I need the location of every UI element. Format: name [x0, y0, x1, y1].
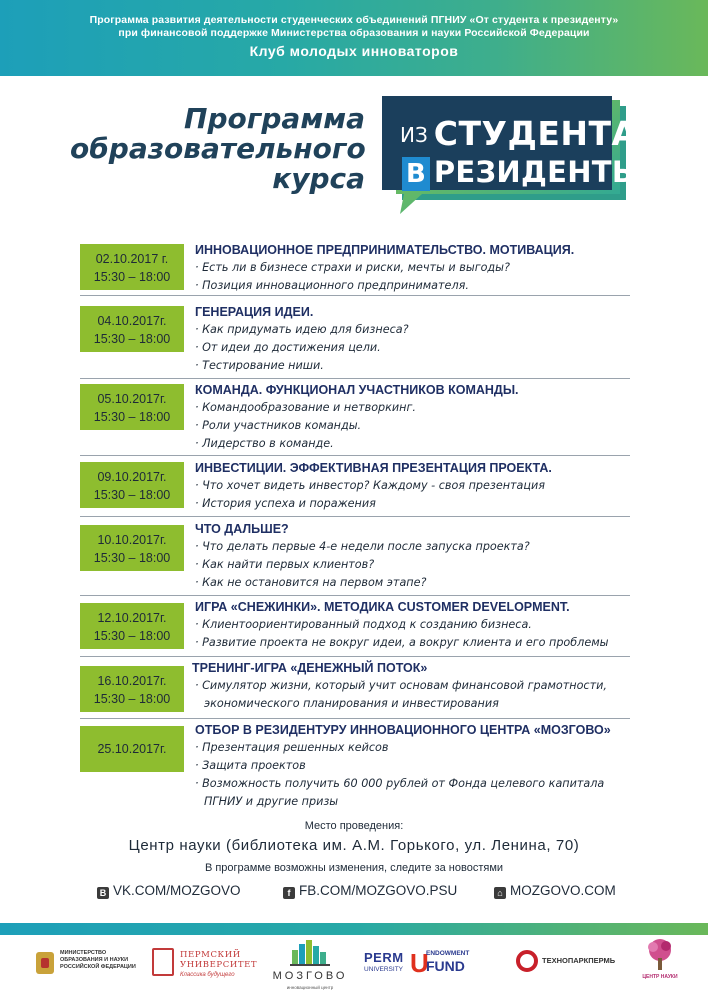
vk-link-text: VK.COM/MOZGOVO [113, 883, 241, 898]
session-item: · История успеха и поражения [195, 497, 376, 510]
divider [80, 295, 630, 296]
mozgovo-name: МОЗГОВО [272, 970, 348, 982]
session-time: 15:30 – 18:00 [93, 692, 171, 706]
date-box [80, 525, 184, 571]
session-item: экономического планирования и инвестирования [204, 697, 499, 710]
session-item: · Командообразование и нетворкинг. [195, 401, 416, 414]
date-box [80, 666, 184, 712]
date-box [80, 306, 184, 352]
date-box [80, 244, 184, 290]
divider [80, 455, 630, 456]
session-item: · Лидерство в команде. [195, 437, 334, 450]
session-item: · Развитие проекта не вокруг идеи, а вокруг клиента и его проблемы [195, 636, 609, 649]
program-line-2: при финансовой поддержке Министерства образования и науки Российской Федерации [118, 27, 590, 39]
session-item: · Презентация решенных кейсов [195, 741, 389, 754]
venue-label: Место проведения: [304, 820, 404, 832]
university-text: UNIVERSITY [364, 966, 404, 973]
session-item: · Возможность получить 60 000 рублей от Фонда целевого капитала [195, 777, 605, 790]
session-date: 16.10.2017г. [97, 674, 167, 688]
u-letter: U [410, 948, 429, 978]
perm-text: PERM [364, 950, 404, 965]
date-box [80, 462, 184, 508]
website-link[interactable] [494, 883, 616, 899]
divider [80, 718, 630, 719]
session-date: 04.10.2017г. [97, 314, 167, 328]
date-box [80, 603, 184, 649]
fund-text: FUND [426, 958, 465, 974]
logo-v: В [402, 157, 430, 191]
coat-of-arms-icon [36, 952, 54, 974]
session-date: 25.10.2017г. [97, 742, 167, 756]
session-time: 15:30 – 18:00 [93, 629, 171, 643]
home-icon: ⌂ [494, 887, 506, 899]
social-links [0, 883, 708, 903]
divider [80, 378, 630, 379]
date-box [80, 726, 184, 772]
session-item: · Как найти первых клиентов? [195, 558, 375, 571]
psu-emblem-icon [152, 948, 174, 976]
session-date: 05.10.2017г. [97, 392, 167, 406]
top-banner [0, 0, 708, 76]
divider [80, 656, 630, 657]
program-line-1: Программа развития деятельности студенческих объединений ПГНИУ «От студента к президенту» [89, 14, 619, 26]
website-link-text: MOZGOVO.COM [510, 883, 616, 898]
course-title-line-3: курса [272, 162, 365, 195]
facebook-link-text: FB.COM/MOZGOVO.PSU [299, 883, 458, 898]
facebook-link[interactable] [283, 883, 457, 899]
session-item: · Клиентоориентированный подход к созданию бизнеса. [195, 618, 532, 631]
session-title: ЧТО ДАЛЬШЕ? [195, 522, 289, 536]
session-item: · Как не остановится на первом этапе? [195, 576, 427, 589]
divider [80, 516, 630, 517]
venue-place: Центр науки (библиотека им. А.М. Горького, ул. Ленина, 70) [128, 837, 580, 854]
session-item: · Как придумать идею для бизнеса? [195, 323, 409, 336]
changes-notice: В программе возможны изменения, следите за новостями [204, 862, 504, 874]
mozgovo-graphic-icon [288, 938, 332, 968]
bottom-band [0, 923, 708, 935]
psu-name-line: ПЕРМСКИЙ [180, 950, 241, 960]
science-center-logo [640, 938, 680, 998]
session-item: · Роли участников команды. [195, 419, 362, 432]
session-time: 15:30 – 18:00 [93, 270, 171, 284]
session-title: ТРЕНИНГ-ИГРА «ДЕНЕЖНЫЙ ПОТОК» [192, 661, 428, 675]
vk-icon: B [97, 887, 109, 899]
session-item: · Защита проектов [195, 759, 306, 772]
facebook-icon: f [283, 887, 295, 899]
mozgovo-logo [268, 938, 352, 998]
session-time: 15:30 – 18:00 [93, 551, 171, 565]
from-student-to-resident-logo [382, 96, 643, 214]
tree-icon [644, 938, 676, 972]
session-date: 10.10.2017г. [97, 533, 167, 547]
session-title: ГЕНЕРАЦИЯ ИДЕИ. [195, 305, 314, 319]
technopark-text: ТЕХНОПАРКПЕРМЬ [542, 956, 616, 965]
ministry-line: РОССИЙСКОЙ ФЕДЕРАЦИИ [60, 964, 136, 970]
session-item: · Тестирование ниши. [195, 359, 324, 372]
session-title: ИНВЕСТИЦИИ. ЭФФЕКТИВНАЯ ПРЕЗЕНТАЦИЯ ПРОЕКТА. [195, 461, 552, 475]
ministry-line: МИНИСТЕРСТВО [60, 950, 107, 956]
session-title: КОМАНДА. ФУНКЦИОНАЛ УЧАСТНИКОВ КОМАНДЫ. [195, 383, 519, 397]
session-title: ИННОВАЦИОННОЕ ПРЕДПРИНИМАТЕЛЬСТВО. МОТИВАЦИЯ. [195, 243, 575, 257]
session-time: 15:30 – 18:00 [93, 488, 171, 502]
ministry-line: ОБРАЗОВАНИЯ И НАУКИ [60, 957, 129, 963]
session-item: · От идеи до достижения цели. [195, 341, 381, 354]
session-item: · Есть ли в бизнесе страхи и риски, мечты и выгоды? [195, 261, 510, 274]
technopark-icon [516, 950, 538, 972]
session-date: 09.10.2017г. [97, 470, 167, 484]
psu-slogan: Классика будущего [180, 972, 235, 978]
psu-name-line: УНИВЕРСИТЕТ [180, 960, 258, 970]
endowment-text: ENDOWMENT [426, 950, 470, 957]
session-date: 02.10.2017 г. [95, 252, 169, 266]
session-title: ОТБОР В РЕЗИДЕНТУРУ ИННОВАЦИОННОГО ЦЕНТРА «МОЗГОВО» [195, 723, 611, 737]
session-title: ИГРА «СНЕЖИНКИ». МЕТОДИКА CUSTOMER DEVELOPMENT. [195, 600, 570, 614]
partner-logos [0, 938, 708, 1000]
session-item: · Что делать первые 4-е недели после запуска проекта? [195, 540, 530, 553]
course-title [70, 104, 365, 194]
vk-link[interactable] [97, 883, 241, 899]
session-date: 12.10.2017г. [97, 611, 167, 625]
mozgovo-subtitle: инновационный центр [286, 985, 334, 990]
venue [0, 820, 708, 874]
club-name: Клуб молодых инноваторов [249, 43, 459, 59]
course-title-line-1: Программа [184, 102, 365, 135]
logo-iz: ИЗ [400, 123, 428, 147]
session-time: 15:30 – 18:00 [93, 332, 171, 346]
session-item: · Позиция инновационного предпринимателя. [195, 279, 469, 292]
session-item: ПГНИУ и другие призы [204, 795, 339, 808]
session-time: 15:30 – 18:00 [93, 410, 171, 424]
date-box [80, 384, 184, 430]
session-item: · Что хочет видеть инвестор? Каждому - своя презентация [195, 479, 546, 492]
session-item: · Симулятор жизни, который учит основам финансовой грамотности, [195, 679, 607, 692]
science-center-text: ЦЕНТР НАУКИ [642, 974, 678, 980]
logo-rezidenty: РЕЗИДЕНТЫ [433, 155, 643, 189]
divider [80, 595, 630, 596]
logo-student: СТУДЕНТА [433, 114, 638, 153]
course-title-line-2: образовательного [70, 132, 366, 165]
